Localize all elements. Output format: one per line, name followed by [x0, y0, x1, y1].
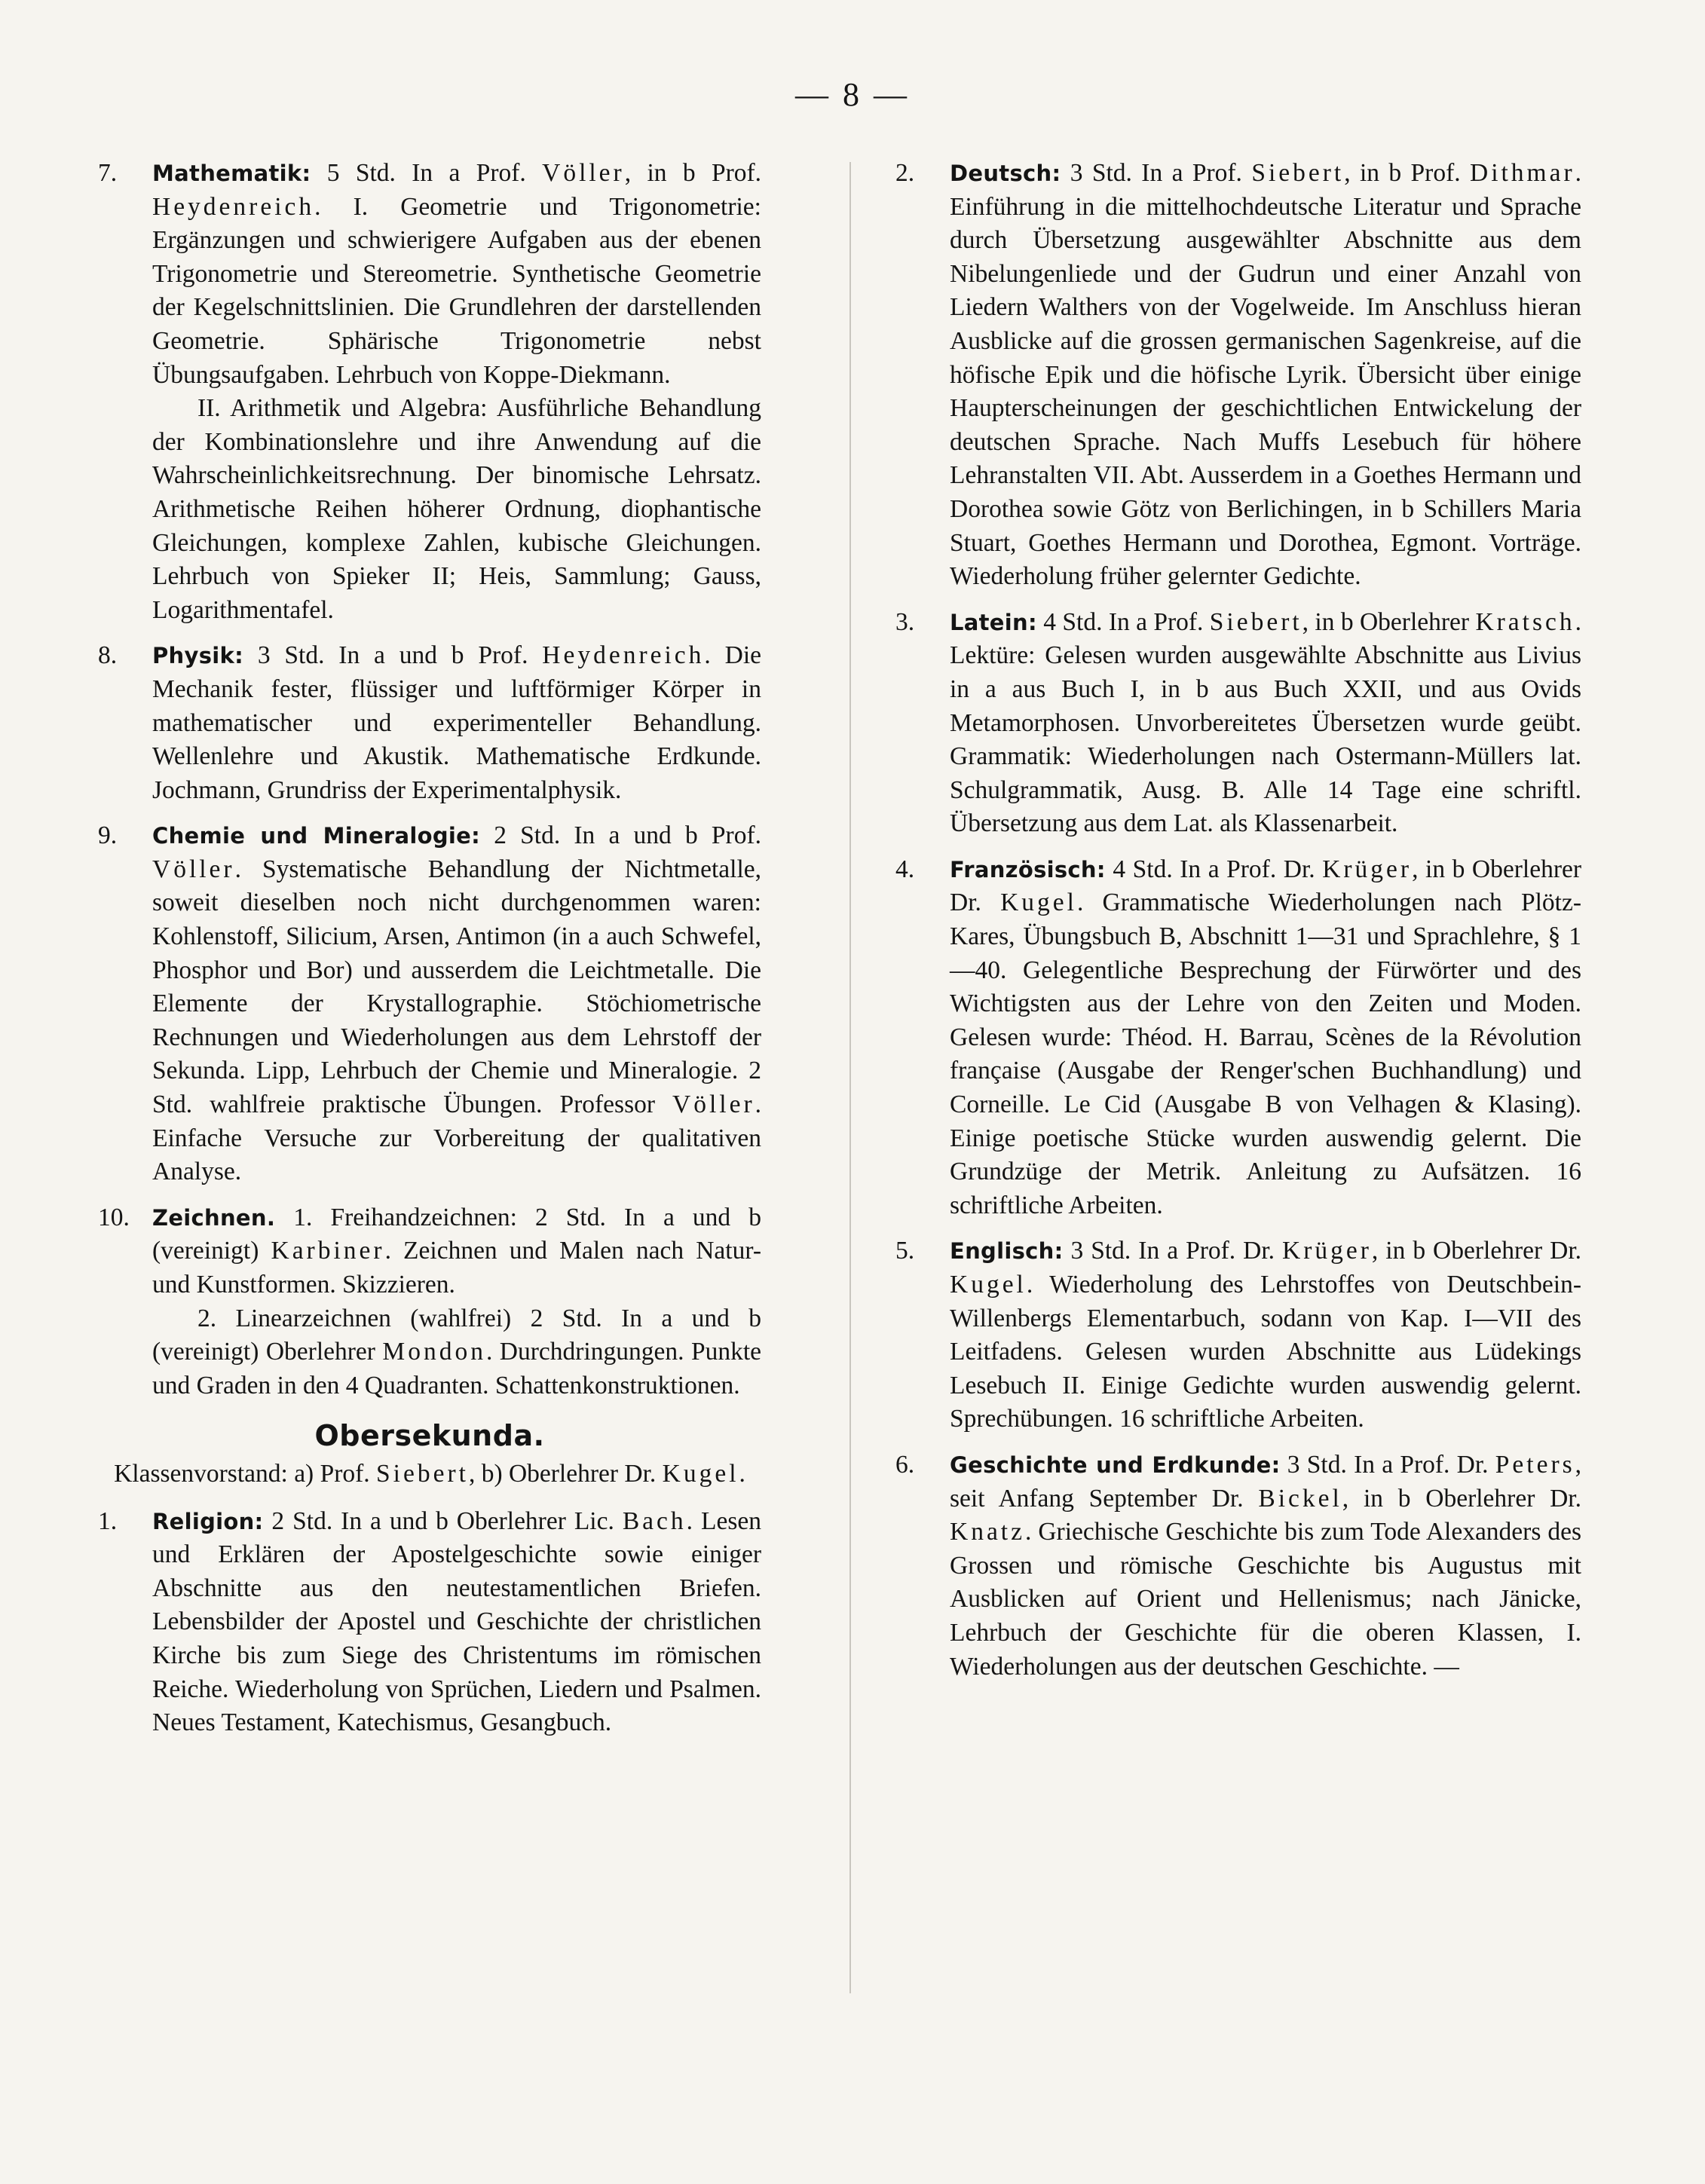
entry-text: , in b Oberlehrer Dr. — [1371, 1237, 1582, 1265]
entry-text: . Grammatische Wiederholungen nach Plötz-Kares, Übungsbuch B, Abschnitt 1—31 und Sprachlehre, § 1—40. Gelegentliche Besprechung der Fürwörter und des Wichtigsten aus der Lehre von den Zeiten und Moden. Gelesen wurde: Théod. H. Barrau, Scènes de la Révolution française (Ausgabe der Renger'schen Buchhandlung) und Corneille. Le Cid (Ausgabe B von Velhagen & Klasing). Einige poetische Stücke wurden auswendig gelernt. Die Grundzüge der Metrik. Anleitung zu Aufsätzen. 16 schriftliche Arbeiten. — [950, 889, 1582, 1219]
entry-text: . I. Geometrie und Trigonometrie: Ergänzungen und schwierigere Aufgaben aus der ebenen Trigonometrie und Stereometrie. Synthetische Geometrie der Kegelschnittslinien. Die Grundlehren der darstellenden Geometrie. Sphärische Trigonometrie nebst Übungsaufgaben. Lehrbuch von Koppe-Diekmann. — [152, 192, 761, 389]
teacher-name: Siebert — [1251, 159, 1345, 187]
entry-number: 5. — [895, 1237, 915, 1265]
entry-text: , seit Anfang September Dr. — [950, 1450, 1582, 1513]
teacher-name: Mondon — [382, 1338, 486, 1366]
subject-heading: Geschichte und Erdkunde: — [950, 1451, 1281, 1478]
teacher-name: Bach — [622, 1506, 687, 1535]
entry-number: 2. — [895, 159, 915, 187]
column-divider — [849, 162, 851, 1993]
entry-zeichnen — [98, 1201, 761, 1403]
entry-text: , b) Oberlehrer Dr. — [468, 1459, 663, 1488]
entry-number: 6. — [895, 1450, 915, 1479]
entry-text: 4 Std. In a Prof. — [1036, 607, 1210, 636]
entry-text: , in b Prof. — [1344, 159, 1470, 187]
entry-text: 2. Linearzeichnen (wahlfrei) 2 Std. In a und b (vereinigt) Oberlehrer — [152, 1304, 761, 1366]
entry-subparagraph — [152, 1302, 761, 1403]
subject-heading: Englisch: — [950, 1238, 1064, 1265]
entry-text: . Griechische Geschichte bis zum Tode Alexanders des Grossen und römische Geschichte bis Augustus mit Ausblicken auf Orient und Hellenismus; nach Jänicke, Lehrbuch der Geschichte für die oberen Klassen, I. Wiederholungen aus der deutschen Geschichte. — — [950, 1518, 1581, 1681]
teacher-name: Siebert — [376, 1459, 469, 1488]
entry-text: 5 Std. In a Prof. — [311, 159, 543, 187]
teacher-name: Bickel — [1258, 1484, 1342, 1513]
entry-physik — [98, 639, 761, 807]
entry-text: 3 Std. In a Prof. — [1061, 159, 1252, 187]
entry-text: . — [739, 1459, 745, 1488]
entry-deutsch — [895, 157, 1581, 594]
entry-text: . Durchdringungen. Punkte und Graden in den 4 Quadranten. Schattenkonstruktionen. — [152, 1338, 762, 1399]
subject-heading: Chemie und Mineralogie: — [152, 823, 481, 849]
entry-number: 8. — [98, 641, 118, 670]
entry-text: , in b Oberlehrer — [1302, 607, 1476, 636]
entry-text: . Wiederholung des Lehrstoffes von Deutschbein-Willenbergs Elementarbuch, sodann von Kap. I—VII des Leitfadens. Gelesen wurden Abschnitte aus Lüdekings Lesebuch II. Einige Gedichte wurden auswendig gelernt. Sprechübungen. 16 schriftliche Arbeiten. — [950, 1271, 1581, 1433]
left-column — [98, 157, 761, 1740]
section-title: Obersekunda. — [314, 1419, 545, 1453]
subject-heading: Mathematik: — [152, 161, 311, 186]
entry-mathematik — [98, 157, 761, 627]
entry-text: . Lesen und Erklären der Apostelgeschichte sowie einiger Abschnitte aus den neutestamentlichen Briefen. Lebensbilder der Apostel und Geschichte der christlichen Kirche bis zum Siege des Christentums im römischen Reiche. Wiederholung von Sprüchen, Liedern und Psalmen. Neues Testament, Katechismus, Gesangbuch. — [152, 1506, 761, 1737]
right-column — [895, 157, 1581, 1684]
entry-text: . Zeichnen und Malen nach Natur- und Kunstformen. Skizzieren. — [152, 1237, 761, 1298]
teacher-name: Völler — [672, 1090, 755, 1119]
entry-text: 3 Std. In a Prof. Dr. — [1063, 1237, 1283, 1265]
teacher-name: Siebert — [1209, 607, 1302, 636]
teacher-name: Knatz — [950, 1518, 1025, 1546]
entry-text: . Systematische Behandlung der Nichtmetalle, soweit dieselben noch nicht durchgenommen waren: Kohlenstoff, Silicium, Arsen, Antimon (in a auch Schwefel, Phosphor und Bor) und ausserdem die Leichtmetalle. Die Elemente der Krystallographie. Stöchiometrische Rechnungen und Wiederholungen aus dem Lehrstoff der Sekunda. Lipp, Lehrbuch der Chemie und Mineralogie. 2 Std. wahlfreie praktische Übungen. Professor — [152, 855, 761, 1119]
entry-text: 3 Std. In a Prof. Dr. — [1280, 1450, 1495, 1479]
subject-heading: Latein: — [950, 609, 1037, 635]
entry-number: 1. — [98, 1506, 118, 1535]
entry-text: , in b Prof. — [624, 159, 762, 187]
klassenvorstand-line — [98, 1458, 761, 1491]
teacher-name: Völler — [152, 855, 235, 883]
teacher-name: Heydenreich — [152, 192, 315, 221]
teacher-name: Kugel — [662, 1459, 739, 1488]
entry-franzoesisch — [895, 853, 1581, 1223]
entry-text: . Lektüre: Gelesen wurden ausgewählte Abschnitte aus Livius in a aus Buch I, in b aus Buch XXII, und aus Ovids Metamorphosen. Unvorbereitetes Übersetzen wurde geübt. Grammatik: Wiederholungen nach Ostermann-Müllers lat. Schulgrammatik, Ausg. B. Alle 14 Tage eine schriftl. Übersetzung aus dem Lat. als Klassenarbeit. — [950, 607, 1581, 838]
entry-text: . Einfache Versuche zur Vorbereitung der qualitativen Analyse. — [152, 1090, 761, 1186]
subject-heading: Französisch: — [950, 856, 1106, 882]
subject-heading: Physik: — [152, 643, 243, 669]
subject-heading: Religion: — [152, 1508, 264, 1534]
entry-text: , in b Oberlehrer Dr. — [950, 855, 1581, 917]
teacher-name: Heydenreich — [542, 641, 705, 670]
entry-number: 3. — [895, 607, 915, 636]
entry-text: 2 Std. In a und b Oberlehrer Lic. — [263, 1506, 623, 1535]
entry-text: 4 Std. In a Prof. Dr. — [1105, 855, 1323, 883]
teacher-name: Kugel — [1000, 889, 1077, 917]
subject-heading: Deutsch: — [950, 161, 1061, 186]
entry-subparagraph: II. Arithmetik und Algebra: Ausführliche Behandlung der Kombinationslehre und ihre Anwendung auf die Wahrscheinlichkeitsrechnung. Der binomische Lehrsatz. Arithmetische Reihen höherer Ordnung, diophantische Gleichungen, komplexe Zahlen, kubische Gleichungen. Lehrbuch von Spieker II; Heis, Sammlung; Gauss, Logarithmentafel. — [152, 394, 761, 624]
entry-text: 3 Std. In a und b Prof. — [243, 641, 543, 670]
subject-heading: Zeichnen. — [152, 1204, 276, 1231]
entry-number: 4. — [895, 855, 915, 883]
entry-religion — [98, 1505, 761, 1740]
entry-number: 10. — [98, 1203, 130, 1231]
entry-text: , in b Oberlehrer Dr. — [1342, 1484, 1581, 1513]
entry-chemie — [98, 819, 761, 1189]
entry-englisch — [895, 1234, 1581, 1436]
teacher-name: Peters — [1495, 1450, 1575, 1479]
teacher-name: Dithmar — [1470, 159, 1575, 187]
entry-latein — [895, 606, 1581, 841]
page-number: — 8 — — [795, 76, 910, 113]
entry-text: . Die Mechanik fester, flüssiger und luftförmiger Körper in mathematischer und experimenteller Behandlung. Wellenlehre und Akustik. Mathematische Erdkunde. Jochmann, Grundriss der Experimentalphysik. — [152, 641, 761, 804]
entry-text: 2 Std. In a und b Prof. — [480, 821, 761, 850]
teacher-name: Kratsch — [1475, 607, 1575, 636]
entry-number: 9. — [98, 821, 118, 850]
teacher-name: Karbiner — [271, 1237, 385, 1265]
entry-text: 1. Freihandzeichnen: 2 Std. In a und b (vereinigt) — [152, 1203, 761, 1265]
entry-text: Klassenvorstand: a) Prof. — [114, 1459, 377, 1488]
entry-number: 7. — [98, 159, 118, 187]
entry-text: . Einführung in die mittelhochdeutsche Literatur und Sprache durch Übersetzung ausgewählter Abschnitte aus dem Nibelungenliede und der Gudrun und einer Anzahl von Liedern Walthers von der Vogelweide. Im Anschluss hieran Ausblicke auf die grossen germanischen Sagenkreise, auf die höfische Epik und die höfische Lyrik. Übersicht über einige Haupterscheinungen der geschichtlichen Entwickelung der deutschen Sprache. Nach Muffs Lesebuch für höhere Lehranstalten VII. Abt. Ausserdem in a Goethes Hermann und Dorothea sowie Götz von Berlichingen, in b Schillers Maria Stuart, Goethes Hermann und Dorothea, Egmont. Vorträge. Wiederholung früher gelernter Gedichte. — [950, 159, 1582, 591]
entry-geschichte — [895, 1448, 1581, 1684]
teacher-name: Völler — [542, 159, 625, 187]
teacher-name: Krüger — [1282, 1237, 1372, 1265]
teacher-name: Krüger — [1322, 855, 1413, 883]
teacher-name: Kugel — [950, 1271, 1027, 1298]
